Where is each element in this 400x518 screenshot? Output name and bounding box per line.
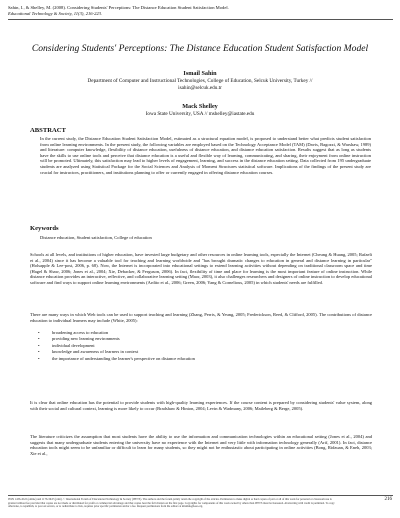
list-item: • individual development (38, 342, 95, 348)
body-paragraph-2 (30, 312, 372, 323)
abstract-heading: ABSTRACT (30, 127, 66, 134)
list-item: • providing new learning environments (38, 336, 120, 342)
author-block-1 (10, 70, 390, 91)
running-head (8, 5, 393, 17)
bullet-icon: • (38, 330, 40, 335)
list-item: • the importance of understanding the learner's perspective on distance education (38, 355, 195, 361)
page-number: 216 (384, 497, 392, 502)
running-head-journal: Educational Technology & Society, 11(3), 216-223. (8, 11, 103, 16)
author-affiliation: Iowa State University, USA // mshelley@iastate.edu (145, 111, 255, 117)
copyright-footer: ISSN 1436-4522 (online) and 1176-3647 (print). © International Forum of Educational Technology & Society (IFETS). The authors and the forum jointly retain the copyright of the articles. Permission to make digital or hard copies of part or all of this work for personal or classroom use is granted without fee provided that copies are not made or distributed for profit or commercial advantage and that copies bear the full citation on the first page. Copyrights for components of this work owned by others than IFETS must be honoured. Abstracting with credit is permitted. To copy otherwise, to republish, to post on servers, or to redistribute to lists, requires prior specific permission and/or a fee. Request permissions from the editors at kinshuk@ieee.org. (8, 498, 335, 509)
author-name: Mack Shelley (182, 103, 218, 110)
paper-title: Considering Students' Perceptions: The Distance Education Student Satisfaction Model (31, 43, 369, 54)
footer-rule (8, 495, 393, 496)
paragraph-text: Schools at all levels, and institutions of higher education, have invested large budgetary and other resources in online learning tools, especially the Internet (Cheung & Huang, 2005; Rafaeli et al., 2004) since it has become a valuable tool for teaching and learning worldwide and "has brought dramatic changes to education in general and distance learning in particular" (Holsapple & Lee-post, 2006, p. 68). Now, the Internet is incorporated into educational settings to extend learning activities without depending on traditional classroom space and time (Hagel & Shaw, 2006; Jones et al., 2004; Xie, Debacker, & Ferguson, 2006). In fact, flexibility of time and place for learning is the most important feature of online instruction. While distance education provides an interactive, reflective, and collaborative learning setting (Maor, 2003), it also challenges researchers and designers of online instruction to develop educational software and find ways to support online learning environments (Ardito et al., 2006; Green, 2006; Yang & Cornelious, 2005) in which students' needs are fulfilled. (30, 252, 372, 285)
bullet-icon: • (38, 349, 40, 355)
bullet-icon: • (38, 355, 40, 361)
paragraph-text: There are many ways in which Web tools can be used to support teaching and learning (Zhang, Perris, & Yeung, 2005; Frederickson, Reed, & Clifford, 2005). The contributions of distance education to individual learners may include (White, 2005): (30, 312, 372, 323)
body-paragraph-1 (30, 252, 372, 285)
list-item: • knowledge and awareness of learners in context (38, 349, 139, 355)
author-email: isahin@selcuk.edu.tr (178, 84, 222, 91)
list-item: • broadening access to education (38, 330, 109, 335)
keywords-heading: Keywords (30, 225, 59, 232)
author-affiliation: Department of Computer and Instructional Technologies, College of Education, Selcuk University, Turkey // (87, 78, 313, 84)
header-rule (8, 19, 393, 20)
abstract-text: In the current study, the Distance Education Student Satisfaction Model, estimated as a structural equation model, is proposed to understand better what predicts student satisfaction from online learning environments. In the present study, the following variables are employed based on the Technology Acceptance Model (TAM) (Davis, Bagozzi, & Warshaw, 1989) and literature: computer knowledge, flexibility of distance education, usefulness of distance education, and distance education satisfaction. Results suggest that as long as students have the skills to use online tools and perceive that distance education is a useful and flexible way of learning, communicating, and sharing, their enjoyment from online instruction will be promoted. Ultimately, this satisfaction may lead to higher levels of engagement, learning, and success in the distance education setting. Data collected from 195 undergraduate students are analyzed using Statistical Package for the Social Sciences and Analysis of Moment Structures statistical software. Implications of the findings of the present study are crucial for instructors, practitioners, and institutions planning to offer or currently engaged in offering distance education courses. (40, 136, 371, 175)
bullet-icon: • (38, 342, 40, 348)
paragraph-text: It is clear that online education has the potential to provide students with high-quality learning experiences. If the course content is prepared by considering students' value system, along with their social and cultural context, learning is more likely to occur (Bradshaw & Hinton, 2004; Levin & Wadmany, 2006; Maileberg & Berge, 2005). (30, 400, 372, 411)
author-name: Ismail Sahin (183, 70, 217, 77)
running-head-citation: Sahin, I., & Shelley, M. (2008). Considering Students' Perceptions: The Distance Education Student Satisfaction Model. (8, 5, 229, 10)
keywords-text: Distance education, Student satisfaction, College of education (40, 235, 152, 240)
body-paragraph-4 (30, 434, 372, 456)
body-paragraph-3 (30, 400, 372, 411)
paragraph-text: The literature criticizes the assumption that most students have the ability to use the information and communication technologies within an educational setting (Jones et al., 2004) and suggests that many undergraduate students entering the university have no experience with the Internet and very little with information technology generally (Arif, 2001). In fact, distance education tools might seem to be unfamiliar or difficult to learn for many students, so they might not be enthusiastic about participating in online activities (Bong, Ridzuan, & Eneh, 2003; Xie et al., (30, 434, 372, 456)
author-block-2 (10, 103, 390, 118)
contribution-list (30, 330, 372, 362)
bullet-icon: • (38, 336, 40, 342)
